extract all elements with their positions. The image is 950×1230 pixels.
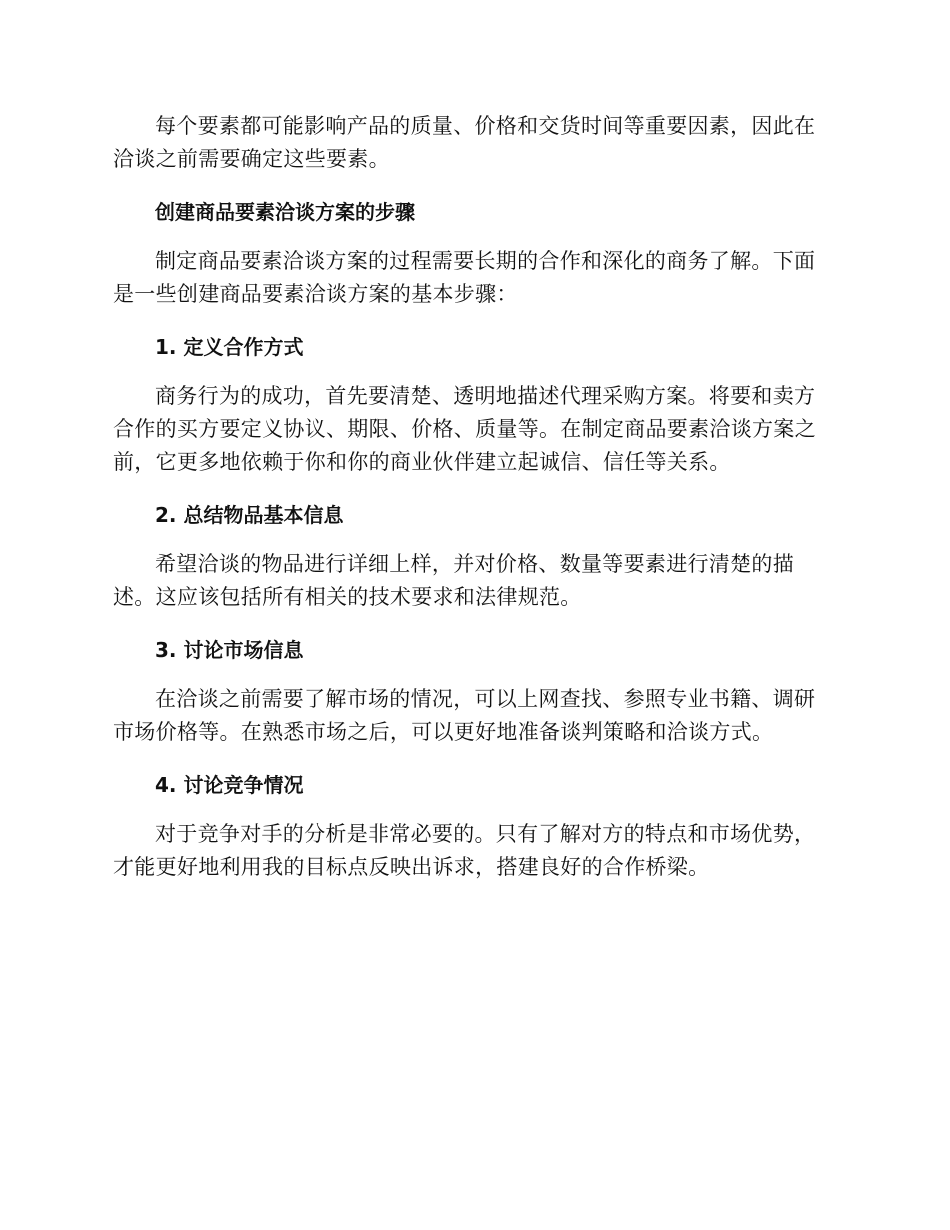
- step-2-body: 希望洽谈的物品进行详细上样，并对价格、数量等要素进行清楚的描述。这应该包括所有相关的技术要求和法律规范。: [113, 552, 794, 609]
- step-2-heading: 2. 总结物品基本信息: [155, 503, 344, 527]
- section-heading: 创建商品要素洽谈方案的步骤: [155, 200, 415, 224]
- intro-paragraph: 每个要素都可能影响产品的质量、价格和交货时间等重要因素，因此在洽谈之前需要确定这些要素。: [113, 114, 816, 171]
- document-body: [113, 110, 835, 884]
- step-4-body: 对于竞争对手的分析是非常必要的。只有了解对方的特点和市场优势，才能更好地利用我的目标点反映出诉求，搭建良好的合作桥梁。: [113, 822, 816, 879]
- step-1-heading: 1. 定义合作方式: [155, 335, 304, 359]
- step-4-heading: 4. 讨论竞争情况: [155, 773, 304, 797]
- step-3-heading: 3. 讨论市场信息: [155, 638, 304, 662]
- step-1-body: 商务行为的成功，首先要清楚、透明地描述代理采购方案。将要和卖方合作的买方要定义协议、期限、价格、质量等。在制定商品要素洽谈方案之前，它更多地依赖于你和你的商业伙伴建立起诚信、信任等关系。: [113, 384, 816, 474]
- section-paragraph: 制定商品要素洽谈方案的过程需要长期的合作和深化的商务了解。下面是一些创建商品要素洽谈方案的基本步骤：: [113, 249, 816, 306]
- step-3-body: 在洽谈之前需要了解市场的情况，可以上网查找、参照专业书籍、调研市场价格等。在熟悉市场之后，可以更好地准备谈判策略和洽谈方式。: [113, 687, 816, 744]
